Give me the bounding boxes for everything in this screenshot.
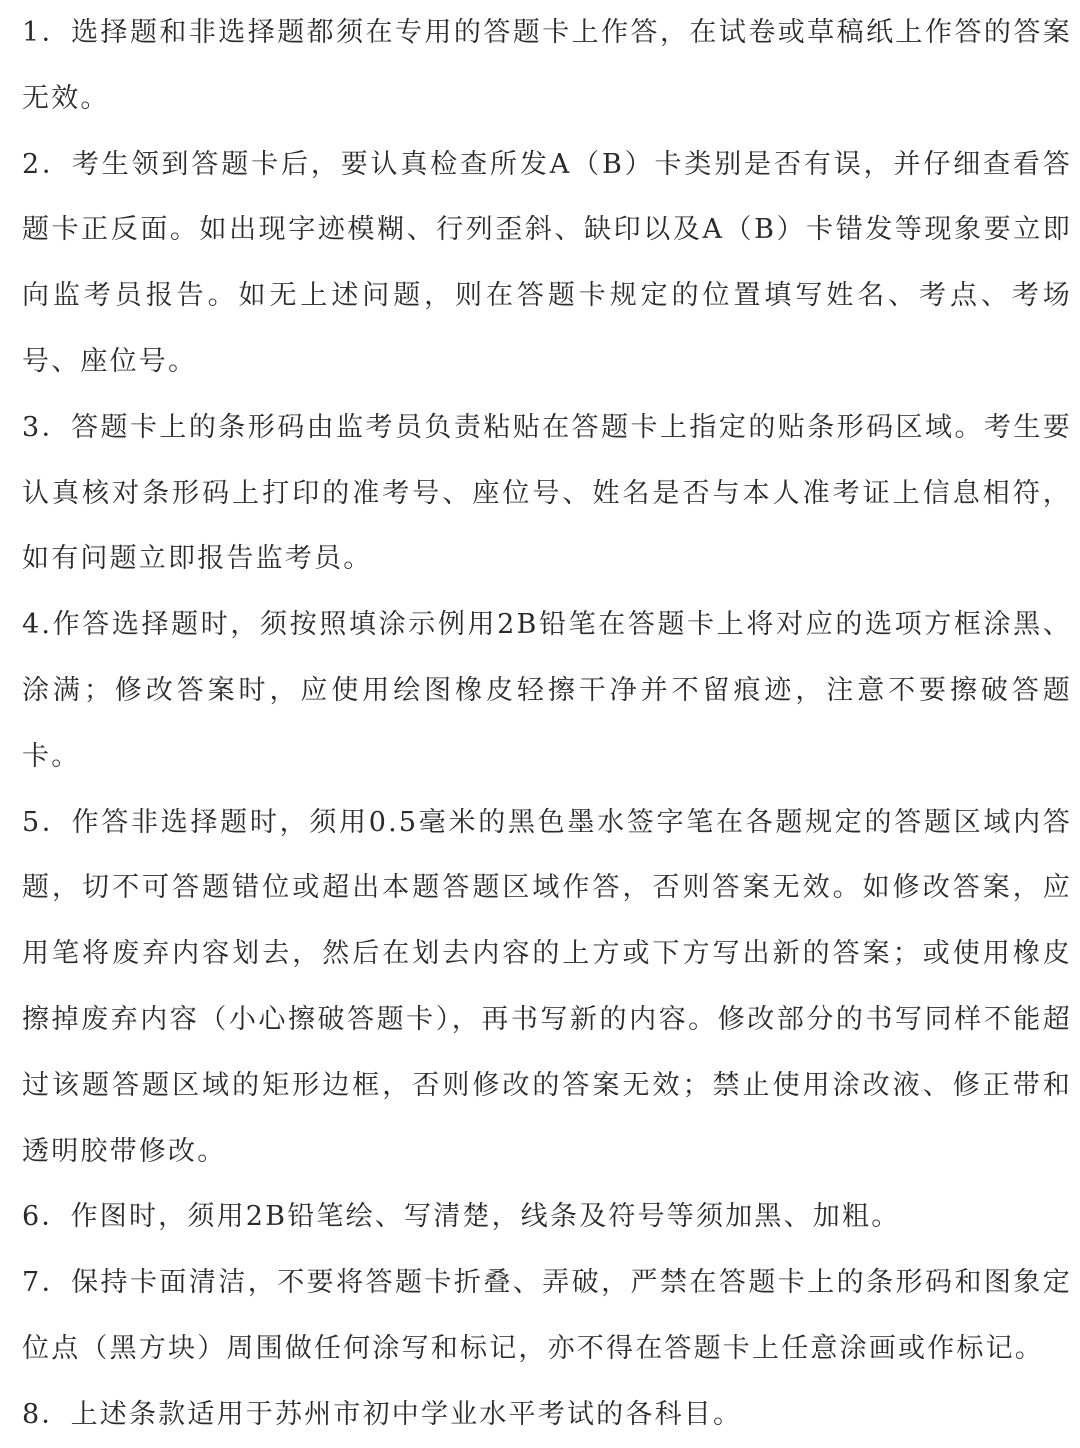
instruction-item-2: 2．考生领到答题卡后，要认真检查所发A（B）卡类别是否有误，并仔细查看答题卡正反面。如出现字迹模糊、行列歪斜、缺印以及A（B）卡错发等现象要立即向监考员报告。如无上述问题，则在答题卡规定的位置填写姓名、考点、考场号、座位号。 bbox=[22, 148, 1072, 377]
instruction-item-8: 8．上述条款适用于苏州市初中学业水平考试的各科目。 bbox=[22, 1398, 743, 1430]
exam-instructions bbox=[22, 0, 1072, 1448]
instruction-item-5: 5．作答非选择题时，须用0.5毫米的黑色墨水签字笔在各题规定的答题区域内答题，切不可答题错位或超出本题答题区域作答，否则答案无效。如修改答案，应用笔将废弃内容划去，然后在划去内容的上方或下方写出新的答案；或使用橡皮擦掉废弃内容（小心擦破答题卡），再书写新的内容。修改部分的书写同样不能超过该题答题区域的矩形边框，否则修改的答案无效；禁止使用涂改液、修正带和透明胶带修改。 bbox=[22, 806, 1072, 1167]
instruction-item-3: 3．答题卡上的条形码由监考员负责粘贴在答题卡上指定的贴条形码区域。考生要认真核对条形码上打印的准考号、座位号、姓名是否与本人准考证上信息相符，如有问题立即报告监考员。 bbox=[22, 411, 1072, 575]
instruction-item-6: 6．作图时，须用2B铅笔绘、写清楚，线条及符号等须加黑、加粗。 bbox=[22, 1201, 901, 1233]
instruction-item-7: 7．保持卡面清洁，不要将答题卡折叠、弄破，严禁在答题卡上的条形码和图象定位点（黑方块）周围做任何涂写和标记，亦不得在答题卡上任意涂画或作标记。 bbox=[22, 1267, 1072, 1364]
instruction-item-1: 1．选择题和非选择题都须在专用的答题卡上作答，在试卷或草稿纸上作答的答案无效。 bbox=[22, 17, 1072, 114]
instruction-item-4: 4.作答选择题时，须按照填涂示例用2B铅笔在答题卡上将对应的选项方框涂黑、涂满；修改答案时，应使用绘图橡皮轻擦干净并不留痕迹，注意不要擦破答题卡。 bbox=[22, 609, 1072, 772]
